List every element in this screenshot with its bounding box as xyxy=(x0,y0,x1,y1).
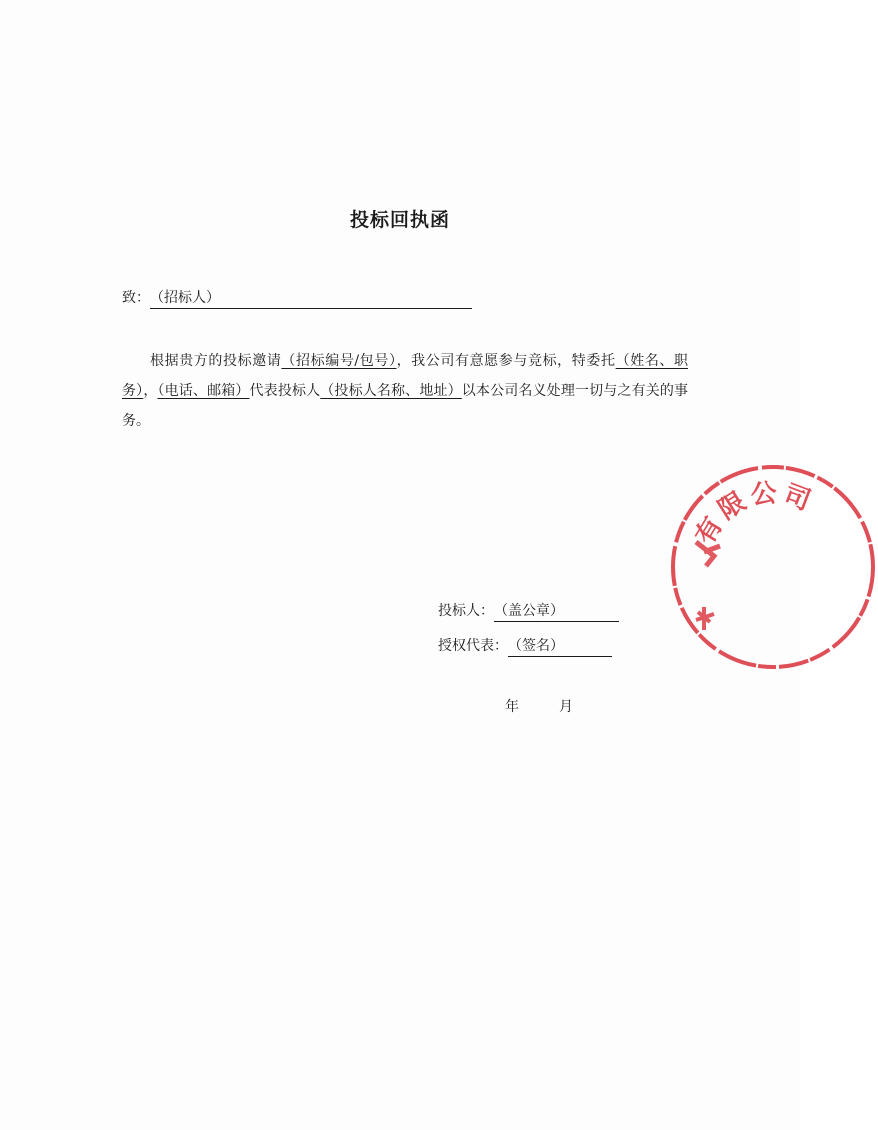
body-text-5: 以本公司名义处理一切与之有关的事务。 xyxy=(122,383,689,429)
month-label: 月 xyxy=(559,699,573,715)
body-text-2: ，我公司有意愿参与竞标，特委托 xyxy=(396,353,616,369)
bidder-signature-row xyxy=(438,600,619,622)
name-title-field: （姓名、职务） xyxy=(122,353,689,399)
bidder-label: 投标人： xyxy=(438,603,494,619)
bidder-info-field: （投标人名称、地址） xyxy=(320,383,462,399)
contact-field: （电话、邮箱） xyxy=(157,383,250,399)
bidder-seal-placeholder: （盖公章） xyxy=(494,603,564,619)
representative-sign-field xyxy=(508,635,612,657)
bid-number-field: （招标编号/包号） xyxy=(281,353,397,369)
recipient-label: 致： xyxy=(122,290,150,306)
body-text-1: 根据贵方的投标邀请 xyxy=(150,353,282,369)
company-seal-stamp xyxy=(668,462,878,672)
body-text-3: ， xyxy=(143,383,158,399)
date-row xyxy=(505,696,573,716)
representative-signature-row xyxy=(438,635,612,657)
bidder-seal-field xyxy=(494,600,619,622)
body-text-4: 代表投标人 xyxy=(249,383,321,399)
representative-sign-placeholder: （签名） xyxy=(508,638,564,654)
recipient-placeholder: （招标人） xyxy=(150,290,220,306)
recipient-field xyxy=(150,287,472,309)
representative-label: 授权代表： xyxy=(438,638,508,654)
year-label: 年 xyxy=(505,699,519,715)
document-title: 投标回执函 xyxy=(349,209,450,231)
recipient-line xyxy=(122,287,472,309)
svg-text:有限公司: 有限公司 xyxy=(689,477,819,550)
body-paragraph xyxy=(122,346,688,436)
